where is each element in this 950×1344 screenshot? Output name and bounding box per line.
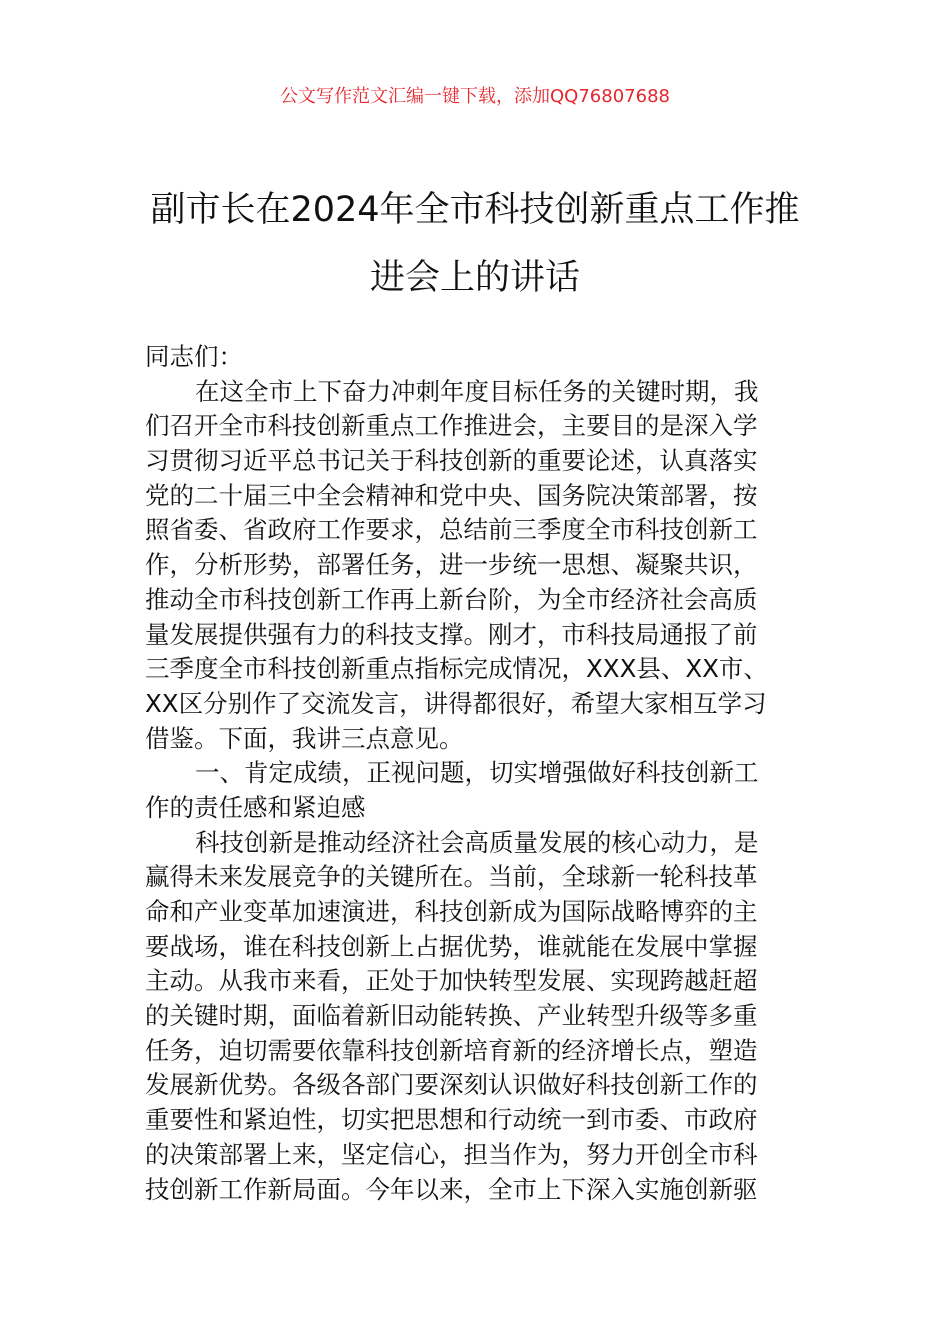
text-line: 任务，迫切需要依靠科技创新培育新的经济增长点，塑造: [145, 1035, 758, 1065]
text-line: 在这全市上下奋力冲刺年度目标任务的关键时期，我: [195, 376, 759, 406]
section-heading-1: [145, 756, 825, 825]
text-line: 主动。从我市来看，正处于加快转型发展、实现跨越赶超: [145, 966, 758, 996]
heading-line: 一、肯定成绩，正视问题，切实增强做好科技创新工: [195, 758, 759, 788]
text-line: 重要性和紧迫性，切实把思想和行动统一到市委、市政府: [145, 1105, 758, 1135]
text-line: 命和产业变革加速演进，科技创新成为国际战略博弈的主: [145, 897, 758, 926]
salutation: 同志们：: [145, 342, 243, 371]
text-line: 技创新工作新局面。今年以来，全市上下深入实施创新驱: [145, 1174, 758, 1204]
text-line: 科技创新是推动经济社会高质量发展的核心动力，是: [195, 827, 759, 857]
document-body: [145, 340, 825, 1207]
document-title: [0, 176, 950, 312]
text-line: 习贯彻习近平总书记关于科技创新的重要论述，认真落实: [145, 446, 758, 476]
text-line: 照省委、省政府工作要求，总结前三季度全市科技创新工: [145, 515, 758, 545]
text-line: XX区分别作了交流发言，讲得都很好，希望大家相互学习: [145, 688, 767, 718]
text-line: 的关键时期，面临着新旧动能转换、产业转型升级等多重: [145, 1001, 758, 1031]
paragraph-intro: [145, 375, 825, 757]
paragraph-section-1: [145, 826, 825, 1208]
heading-line: 作的责任感和紧迫感: [145, 792, 366, 822]
title-line: 进会上的讲话: [369, 258, 580, 298]
text-line: 的决策部署上来，坚定信心，担当作为，努力开创全市科: [145, 1139, 758, 1169]
watermark-text: 公文写作范文汇编一键下载，添加QQ76807688: [280, 86, 670, 107]
text-line: 作，分析形势，部署任务，进一步统一思想、凝聚共识，: [145, 550, 758, 580]
text-line: 三季度全市科技创新重点指标完成情况，XXX县、XX市、: [145, 654, 768, 684]
text-line: 推动全市科技创新工作再上新台阶，为全市经济社会高质: [145, 584, 758, 614]
text-line: 赢得未来发展竞争的关键所在。当前，全球新一轮科技革: [145, 862, 758, 892]
text-line: 要战场，谁在科技创新上占据优势，谁就能在发展中掌握: [145, 931, 758, 961]
text-line: 们召开全市科技创新重点工作推进会，主要目的是深入学: [145, 411, 758, 441]
text-line: 党的二十届三中全会精神和党中央、国务院决策部署，按: [145, 480, 758, 510]
text-line: 借鉴。下面，我讲三点意见。: [145, 723, 464, 753]
text-line: 量发展提供强有力的科技支撑。刚才，市科技局通报了前: [145, 619, 758, 649]
title-line: 副市长在2024年全市科技创新重点工作推: [150, 190, 800, 230]
text-line: 发展新优势。各级各部门要深刻认识做好科技创新工作的: [145, 1070, 758, 1100]
